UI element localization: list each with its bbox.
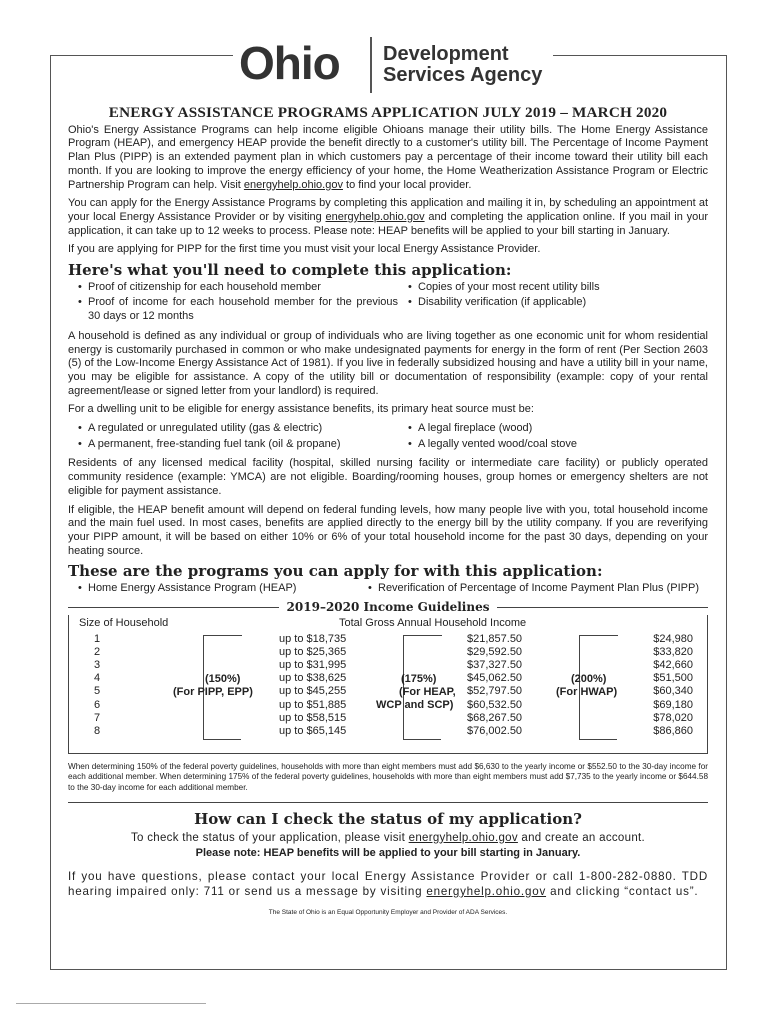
- col-size-header: Size of Household: [79, 616, 169, 629]
- intro-paragraph-2: [68, 197, 708, 238]
- income-cell: $45,062.50: [467, 672, 523, 685]
- logo-ohio-wordmark: Ohio: [239, 37, 340, 89]
- list-item: • Copies of your most recent utility bills: [398, 281, 708, 295]
- household-size-cell: 4: [94, 672, 101, 685]
- intro-p2-text: You can apply for the Energy Assistance Programs by completing this application and mailing it in, by scheduling an appointment at your local Energy Assistance Provider or by visiting: [68, 197, 708, 223]
- section-divider: [68, 802, 708, 803]
- residents-paragraph: Residents of any licensed medical facility (hospital, skilled nursing facility or intermediate care facility) or publicly operated community residence (example: YMCA) are not eligible. Boarding/rooming houses, group homes or emergency shelters are not eligible for payment assistance.: [68, 457, 708, 497]
- household-paragraph: A household is defined as any individual or group of individuals who are living together as one economic unit for whom residential energy is customarily purchased in common or who make undesignated payments for energy in the form of rent (Per Section 2603 (5) of the Low-Income Energy Assistance Act of 1981). If you live in federally subsidized housing and have a utility bill in your name, you may be eligible for assistance. A copy of the utility bill or documentation of responsibility (example: copy of your rental agreement/lease or signed letter from your landlord) is required.: [68, 329, 708, 397]
- list-item: • Disability verification (if applicable): [398, 296, 708, 323]
- list-item: • Proof of citizenship for each household member: [68, 281, 398, 295]
- status-heading: How can I check the status of my application?: [194, 810, 582, 828]
- bottom-rule: [16, 1003, 206, 1004]
- household-size-cell: 1: [94, 632, 101, 645]
- income-cell: $76,002.50: [467, 724, 523, 737]
- income-cell: $29,592.50: [467, 645, 523, 658]
- intro-paragraph-1: [68, 124, 708, 193]
- footer-statement: The State of Ohio is an Equal Opportunity Employer and Provider of ADA Services.: [268, 909, 508, 917]
- income-cell: $33,820: [653, 645, 693, 658]
- energyhelp-link[interactable]: energyhelp.ohio.gov: [408, 831, 518, 844]
- intro-p2-text-end: and completing the application online. If you mail in your application, it can take up to 12 weeks to process. Please note: HEAP benefits will be applied to your bill starting in January.: [68, 210, 709, 237]
- income-cell: $51,500: [653, 672, 693, 685]
- benefit-paragraph: If eligible, the HEAP benefit amount will depend on federal funding levels, how many people live with you, total household income and the main fuel used. In most cases, benefits are applied directly to the energy bill by the utility company. If you are reverifying your PIPP amount, it will be based on either 10% or 6% of your total household income for the past 30 days, depending on your heating source.: [68, 503, 708, 557]
- need-heading: Here's what you'll need to complete this application:: [68, 261, 512, 280]
- income-cell: up to $51,885: [279, 698, 347, 711]
- contact-paragraph: [68, 869, 708, 899]
- document-body: [68, 106, 708, 920]
- label-150: (150%): [205, 672, 241, 685]
- income-cell: up to $45,255: [279, 685, 347, 698]
- income-cell: up to $31,995: [279, 658, 347, 671]
- bracket-200-bottom: [579, 739, 617, 740]
- agency-logo: [233, 34, 553, 94]
- list-item: • Proof of income for each household member for the previous 30 days or 12 months: [68, 296, 398, 323]
- household-size-cell: 7: [94, 711, 101, 724]
- energyhelp-link[interactable]: energyhelp.ohio.gov: [426, 885, 547, 899]
- logo-agency-line1: Development: [383, 43, 509, 65]
- household-size-cell: 6: [94, 698, 101, 711]
- guidelines-rule-right: [497, 607, 708, 608]
- col-income-header: Total Gross Annual Household Income: [339, 616, 527, 629]
- need-list: [68, 281, 708, 324]
- list-item: • Home Energy Assistance Program (HEAP): [68, 582, 358, 596]
- list-item: • A permanent, free-standing fuel tank (oil & propane): [68, 438, 398, 452]
- bracket-175-bottom: [403, 739, 441, 740]
- energyhelp-link[interactable]: energyhelp.ohio.gov: [325, 210, 425, 223]
- heat-intro: For a dwelling unit to be eligible for energy assistance benefits, its primary heat source must be:: [68, 403, 534, 416]
- income-cell: $24,980: [653, 632, 693, 645]
- label-175-programs-a: (For HEAP,: [399, 685, 456, 698]
- income-cell: up to $18,735: [279, 632, 347, 645]
- income-cell: up to $58,515: [279, 711, 347, 724]
- income-guidelines-title: 2019–2020 Income Guidelines: [286, 599, 490, 614]
- list-item: • A legal fireplace (wood): [398, 422, 708, 436]
- income-cell: up to $65,145: [279, 724, 347, 737]
- income-cell: $52,797.50: [467, 685, 523, 698]
- income-guidelines-table: [68, 615, 708, 754]
- household-size-cell: 8: [94, 724, 101, 737]
- income-cell: $21,857.50: [467, 632, 523, 645]
- household-size-cell: 5: [94, 685, 101, 698]
- status-line-1-text-end: and create an account.: [517, 831, 646, 844]
- label-175: (175%): [401, 672, 437, 685]
- household-size-cell: 3: [94, 658, 101, 671]
- status-line-1-text: To check the status of your application, please visit: [130, 831, 409, 844]
- list-item: • A legally vented wood/coal stove: [398, 438, 708, 452]
- contact-text: If you have questions, please contact your local Energy Assistance Provider or call 1-800-282-0880. TDD hearing impaired only: 711 or send us a message by visiting: [68, 870, 708, 899]
- intro-p1-text: Ohio's Energy Assistance Programs can help income eligible Ohioans manage their utility bills. The Home Energy Assistance Program (HEAP), and emergency HEAP provide the benefit directly to a customer's utility bill. The Percentage of Income Payment Plan Plus (PIPP) is an extended payment plan in which customers pay a percentage of their income toward their utility bill each month. If you are looking to improve the energy efficiency of your home, the Home Weatherization Assistance Program or Electric Partnership Program can help. Visit: [68, 123, 708, 191]
- logo-divider: [370, 37, 372, 93]
- label-150-programs: (For PIPP, EPP): [173, 685, 253, 698]
- income-cell: $86,860: [653, 724, 693, 737]
- income-cell: $69,180: [653, 698, 693, 711]
- guidelines-rule-left: [68, 607, 279, 608]
- guidelines-notes: When determining 150% of the federal poverty guidelines, households with more than eight members must add $6,630 to the yearly income or $552.50 to the 30-day income for each additional member. When determining 175% of the federal poverty guidelines, households with more than eight members must add $7,735 to the yearly income or $644.58 to the 30-day income for each additional member.: [68, 761, 708, 792]
- label-175-programs-b: WCP and SCP): [376, 698, 454, 711]
- income-cell: $78,020: [653, 711, 693, 724]
- page-title: ENERGY ASSISTANCE PROGRAMS APPLICATION JULY 2019 – MARCH 2020: [108, 104, 668, 121]
- contact-text-end: and clicking “contact us”.: [546, 885, 699, 899]
- income-cell: $37,327.50: [467, 658, 523, 671]
- logo-agency-line2: Services Agency: [383, 64, 543, 86]
- label-200: (200%): [571, 672, 607, 685]
- programs-list: [68, 582, 708, 596]
- list-item: • Reverification of Percentage of Income Payment Plan Plus (PIPP): [358, 582, 708, 596]
- logo-agency-name: [383, 44, 542, 86]
- heat-source-list: [68, 422, 708, 451]
- income-cell: $42,660: [653, 658, 693, 671]
- list-item: • A regulated or unregulated utility (gas & electric): [68, 422, 398, 436]
- intro-p1-text-end: to find your local provider.: [342, 178, 472, 191]
- income-cell: up to $25,365: [279, 645, 347, 658]
- programs-heading: These are the programs you can apply for with this application:: [68, 562, 603, 581]
- income-cell: $68,267.50: [467, 711, 523, 724]
- bracket-150-bottom: [203, 739, 241, 740]
- status-line-2: Please note: HEAP benefits will be applied to your bill starting in January.: [195, 847, 581, 860]
- label-200-program: (For HWAP): [556, 685, 618, 698]
- intro-paragraph-3: If you are applying for PIPP for the first time you must visit your local Energy Assistance Provider.: [68, 243, 541, 256]
- income-cell: up to $38,625: [279, 672, 347, 685]
- income-cell: $60,340: [653, 685, 693, 698]
- income-guidelines-header: [68, 601, 708, 615]
- household-size-cell: 2: [94, 645, 101, 658]
- income-cell: $60,532.50: [467, 698, 523, 711]
- status-line-1: [68, 832, 708, 846]
- energyhelp-link[interactable]: energyhelp.ohio.gov: [243, 178, 343, 191]
